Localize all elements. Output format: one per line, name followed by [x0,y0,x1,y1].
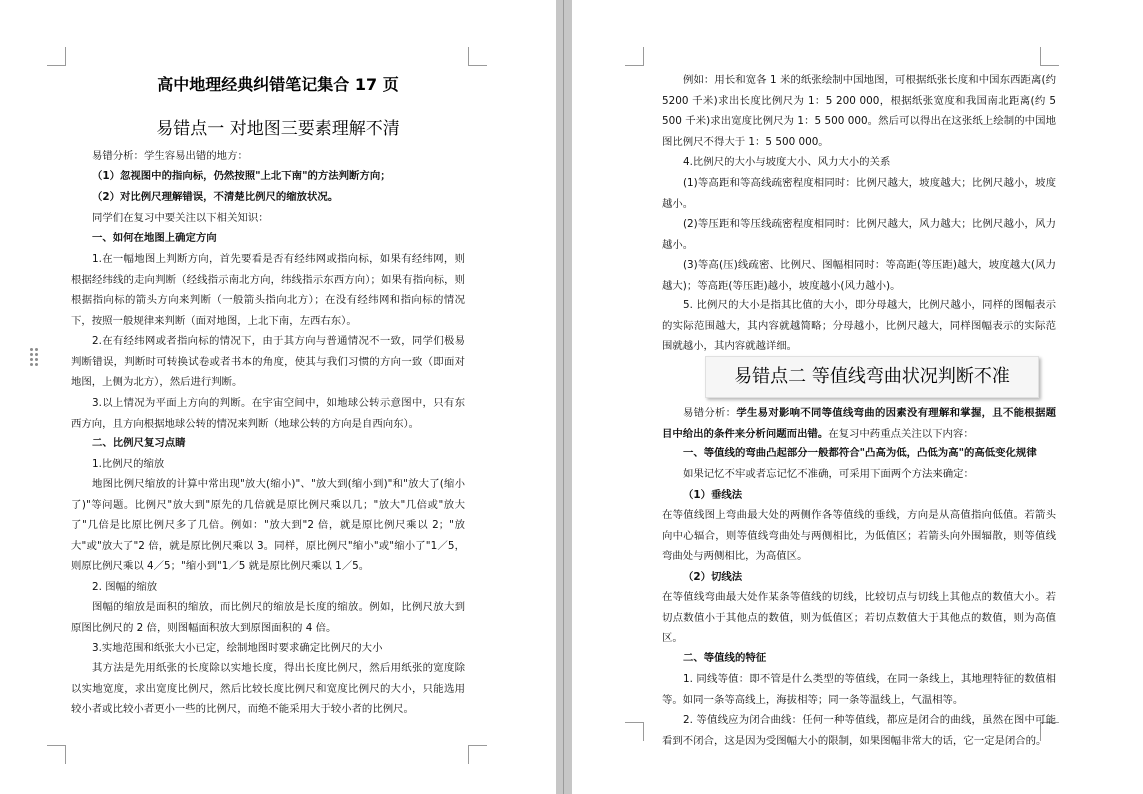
paragraph-bold: 学生易对影响不同等值线弯曲的因素没有理解和掌握，且不能根据题目中给出的条件来分析问题而出错。 [662,407,1057,440]
crop-mark [1040,47,1059,66]
paragraph-heading: （1）垂线法 [683,489,743,501]
paragraph: 同学们在复习中要关注以下相关知识： [92,212,269,224]
paragraph: 1. 同线等值：即不管是什么类型的等值线，在同一条线上，其地理特征的数值相等。如同一条等高线上，海拔相等；同一条等温线上，气温相等。 [662,673,1056,706]
paragraph: 例如：用长和宽各 1 米的纸张绘制中国地图，可根据纸张长度和中国东西距离(约 5200 千米)求出长度比例尺为 1：5 200 000，根据纸张宽度和我国南北距离(约 5 500 千米)求出宽度比例尺为 1：5 500 000。然后可以得出在这张纸上绘制的中国地图比例尺不得大于 1：5 500 000。 [662,74,1056,148]
paragraph-prefix: 易错分析： [683,407,737,419]
crop-mark [468,745,487,764]
paragraph: 在等值线弯曲最大处作某条等值线的切线，比较切点与切线上其他点的数值大小。若切点数值小于其他点的数值，则为低值区；若切点数值大于其他点的数值，则为高值区。 [662,591,1056,645]
paragraph: （2）对比例尺理解错误，不清楚比例尺的缩放状况。 [92,191,339,203]
document-page-2 [572,0,1143,794]
document-title: 高中地理经典纠错笔记集合 17 页 [157,75,399,94]
paragraph-suffix: 在复习中药重点关注以下内容： [828,427,974,440]
crop-mark [468,47,487,66]
paragraph: （1）忽视图中的指向标，仍然按照"上北下南"的方法判断方向； [92,170,391,182]
paragraph: 易错分析：学生容易出错的地方： [92,150,248,162]
paragraph: 3.实地范围和纸张大小已定，绘制地图时要求确定比例尺的大小 [92,642,383,654]
crop-mark [47,745,66,764]
paragraph: (2)等压距和等压线疏密程度相同时：比例尺越大，风力越大；比例尺越小，风力越小。 [662,218,1056,251]
section-heading-1: 易错点一 对地图三要素理解不清 [156,119,400,139]
page-gap [556,0,572,794]
section-heading-2: 易错点二 等值线弯曲状况判断不准 [705,356,1039,398]
paragraph [662,403,1056,444]
paragraph-heading: （2）切线法 [683,571,743,583]
paragraph: 1.在一幅地图上判断方向，首先要看是否有经纬网或指向标，如果有经纬网，则根据经纬线的走向判断（经线指示南北方向，纬线指示东西方向）；如果有指向标，则根据指向标的箭头方向来判断（一般箭头指向北方）；在没有经纬网和指向标的情况下，按照一般规律来判断（面对地图，上北下南，左西右东）。 [71,253,465,327]
crop-mark [625,722,644,741]
paragraph: 2.在有经纬网或者指向标的情况下，由于其方向与普通情况不一致，同学们极易判断错误，判断时可转换试卷或者书本的角度，使其与我们习惯的方向一致（即面对地图，上侧为北方），然后进行判断。 [71,335,465,389]
paragraph: 地图比例尺缩放的计算中常出现"放大(缩小)"、"放大到(缩小到)"和"放大了(缩小了)"等问题。比例尺"放大到"原先的几倍就是原比例尺乘以几；"放大"几倍或"放大了"几倍是比原比例尺多了几倍。例如："放大到"2 倍，就是原比例尺乘以 2；"放大"或"放大了"2 倍，就是原比例尺乘以 3。同样，原比例尺"缩小"或"缩小了"1／5，则原比例尺乘以 4／5；"缩小到"1／5 就是原比例尺乘以 1／5。 [71,478,465,573]
paragraph: (1)等高距和等高线疏密程度相同时：比例尺越大，坡度越大；比例尺越小，坡度越小。 [662,177,1056,210]
paragraph-heading: 一、等值线的弯曲凸起部分一般都符合"凸高为低，凸低为高"的高低变化规律 [683,447,1037,459]
paragraph: 3.以上情况为平面上方向的判断。在宇宙空间中，如地球公转示意图中，只有东西方向，且方向根据地球公转的情况来判断（地球公转的方向是自西向东）。 [71,397,465,430]
document-page-1 [0,0,556,794]
paragraph-heading: 二、等值线的特征 [683,652,767,664]
paragraph: 2. 图幅的缩放 [92,581,158,593]
paragraph: 4.比例尺的大小与坡度大小、风力大小的关系 [683,156,891,168]
paragraph: 在等值线图上弯曲最大处的两侧作各等值线的垂线，方向是从高值指向低值。若箭头向中心辐合，则等值线弯曲处与两侧相比，为低值区；若箭头向外围辐散，则等值线弯曲处与两侧相比，为高值区。 [662,509,1056,563]
drag-handle-icon[interactable] [30,348,40,368]
paragraph-heading: 二、比例尺复习点睛 [92,437,186,449]
paragraph-heading: 一、如何在地图上确定方向 [92,232,217,244]
crop-mark [47,47,66,66]
paragraph: 图幅的缩放是面积的缩放，而比例尺的缩放是长度的缩放。例如，比例尺放大到原图比例尺的 2 倍，则图幅面积放大到原图面积的 4 倍。 [71,601,465,634]
paragraph: 5. 比例尺的大小是指其比值的大小，即分母越大，比例尺越小，同样的图幅表示的实际范围越大，其内容就越简略；分母越小，比例尺越大，同样图幅表示的实际范围就越小，其内容就越详细。 [662,299,1056,353]
paragraph: 2. 等值线应为闭合曲线：任何一种等值线，都应是闭合的曲线，虽然在图中可能看到不闭合，这是因为受图幅大小的限制，如果图幅非常大的话，它一定是闭合的。 [662,714,1056,747]
paragraph: 其方法是先用纸张的长度除以实地长度，得出长度比例尺，然后用纸张的宽度除以实地宽度，求出宽度比例尺，然后比较长度比例尺和宽度比例尺的大小，只能选用较小者或比较小者更小一些的比例尺，而绝不能采用大于较小者的比例尺。 [71,662,465,716]
paragraph: 如果记忆不牢或者忘记忆不准确，可采用下面两个方法来确定： [683,468,974,480]
paragraph: (3)等高(压)线疏密、比例尺、图幅相同时：等高距(等压距)越大，坡度越大(风力越大)；等高距(等压距)越小，坡度越小(风力越小)。 [662,259,1056,292]
paragraph: 1.比例尺的缩放 [92,458,165,470]
crop-mark [625,47,644,66]
